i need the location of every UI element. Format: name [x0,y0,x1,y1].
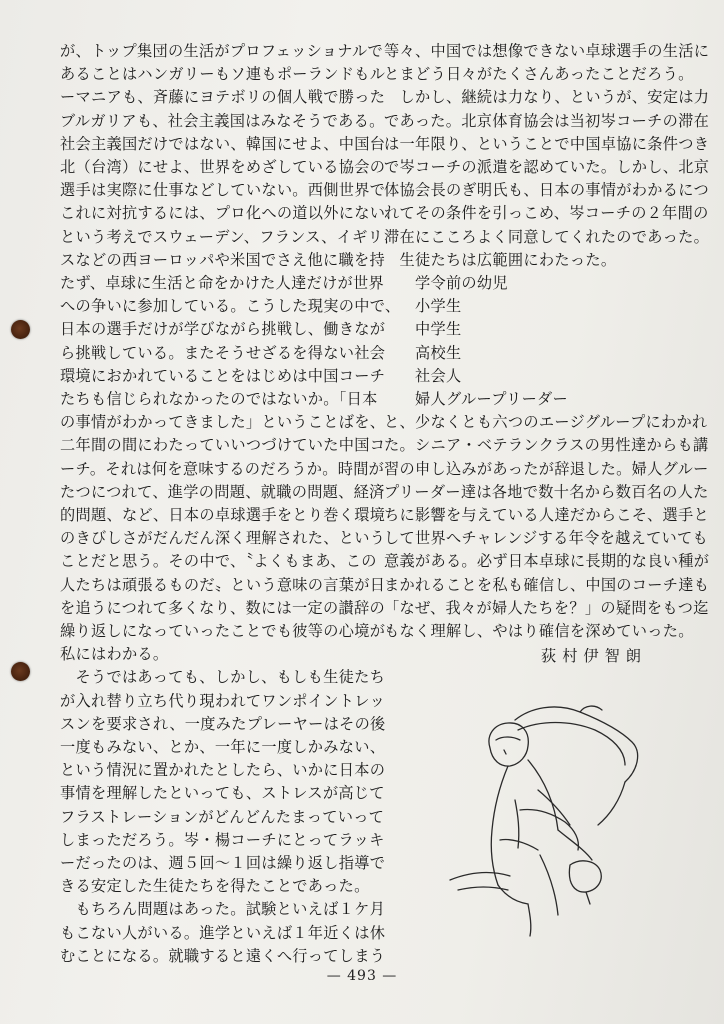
text-line: むことになる。就職すると遠くへ行ってしまう [60,946,386,965]
text-line: まかれることを私も確信し、中国のコーチ達も [384,575,710,594]
text-line: しまっただろう。岑・楊コーチにとってラッキ [60,830,385,849]
text-line: を追うにつれて多くなり、数には一定の讃辞の [60,598,385,617]
text-line: あることはハンガリーもソ連もポーランドもル [60,65,386,84]
text-line: して世界へチャレンジする年令を越えていても [384,529,709,548]
text-line: ーチ。それは何を意味するのだろうか。時間が [60,459,385,478]
punch-hole-bottom [11,662,30,681]
text-line: もちろん問題はあった。試験といえば１ケ月 [60,900,386,919]
text-line: 社会主義国だけではない、韓国にせよ、中国台 [60,134,386,153]
text-line: 北（台湾）にせよ、世界をめざしている協会の [60,158,386,176]
text-line: ーだったのは、週５回〜１回は繰り返し指導で [60,854,386,872]
text-line: と、少なくとも六つのエージグループにわかれ [384,413,708,432]
table-tennis-player-sketch [420,690,660,940]
text-line: スなどの西ヨーロッパや米国でさえ他に職を持 [60,250,385,269]
text-line: 「なぜ、我々が婦人たちを？」の疑問をもつ迄 [384,598,709,617]
text-line: という考えでスウェーデン、フランス、イギリ [60,227,384,246]
text-line: フラストレーションがどんどんたまっていって [60,807,385,826]
text-line: のきびしさがだんだん深く理解された、という [60,529,386,548]
text-line: 人たちは頑張るものだ〟という意味の言葉が日 [60,575,386,594]
text-line: ちに影響を与えている人達だからこそ、選手と [384,506,709,524]
text-line: ブルガリアも、社会主義国はみなそうである。 [60,111,385,130]
text-line: 意義がある。必ず日本卓球に長期的な良い種が [384,552,710,571]
text-line: 小学生 [384,297,462,316]
text-line: が、トップ集団の生活がプロフェッショナルで [60,42,383,60]
text-line: であった。北京体育協会は当初岑コーチの滞在 [384,111,710,130]
text-line: 一度もみない、とか、一年に一度しかみない、 [60,738,386,756]
text-line: とまどう日々がたくさんあったことだろう。 [384,65,694,84]
text-line: 高校生 [384,343,462,362]
text-line: の事情がわかってきました」ということばを、 [60,413,386,432]
text-line: 日本の選手だけが学びながら挑戦し、働きなが [60,320,386,339]
text-line: 社会人 [384,366,462,385]
text-line: で岑コーチの派遣を認めていた。しかし、北京 [384,158,710,176]
text-line: 中学生 [384,320,462,339]
text-line: れてその条件を引っこめ、岑コーチの２年間の [384,204,709,223]
text-line: ことだと思う。その中で、〝よくもまあ、この [60,552,377,571]
text-line: 繰り返しになっていったことでも彼等の心境が [60,622,386,640]
text-line: スンを要求され、一度みたプレーヤーはその後 [60,714,386,733]
text-line: プリーダー達は各地で数十名から数百名の人た [384,482,709,501]
punch-hole-top [11,320,30,339]
text-line: もこない人がいる。進学といえば１年近くは休 [60,923,386,942]
text-line: が入れ替り立ち代り現われてワンポイントレッ [60,691,386,710]
text-line: 環境におかれていることをはじめは中国コーチ [60,366,386,385]
text-line: 私にはわかる。 [60,645,169,664]
text-line: これに対抗するには、プロ化への道以外にない [60,204,386,223]
text-line: 事情を理解したといっても、ストレスが高じて [60,784,385,803]
text-line: 学令前の幼児 [384,274,508,292]
text-line: ら挑戦している。またそうせざるを得ない社会 [60,343,386,362]
text-line: しかし、継続は力なり、というが、安定は力 [384,88,710,107]
text-line: もなく理解し、やはり確信を深めていった。 [384,622,694,640]
author-name: 荻村伊智朗 [541,647,647,665]
text-line: 選手は実際に仕事などしていない。西側世界で [60,181,386,200]
page-number: — 493 — [326,968,398,984]
text-line: きる安定した生徒たちを得たことであった。 [60,877,370,896]
text-line: ーマニアも、斉藤にヨテボリの個人戦で勝った [60,88,386,107]
text-line: 体協会長のぎ明氏も、日本の事情がわかるにつ [384,181,709,200]
text-line: たず、卓球に生活と命をかけた人達だけが世界 [60,274,385,292]
text-line: 滞在にこころよく同意してくれたのであった。 [384,227,710,246]
text-line: 婦人グループリーダー [384,390,569,408]
text-line: たちも信じられなかったのではないか。「日本 [60,390,378,408]
text-line: という情況に置かれたとしたら、いかに日本の [60,761,386,780]
text-line: た。シニア・ベテランクラスの男性達からも講 [384,436,709,455]
text-line: 生徒たちは広範囲にわたった。 [384,250,617,269]
text-line: そうではあっても、しかし、もしも生徒たち [60,668,386,687]
text-line: 等々、中国では想像できない卓球選手の生活に [384,42,710,60]
text-line: は一年限り、ということで中国卓協に条件つき [384,134,710,153]
text-line: たつにつれて、進学の問題、就職の問題、経済 [60,482,385,501]
text-line: 的問題、など、日本の卓球選手をとり巻く環境 [60,506,386,524]
text-line: 習の申し込みがあったが辞退した。婦人グルー [384,459,709,478]
text-line: への争いに参加している。こうした現実の中で、 [60,297,401,316]
text-line: 二年間の間にわたっていいつづけていた中国コ [60,436,386,455]
